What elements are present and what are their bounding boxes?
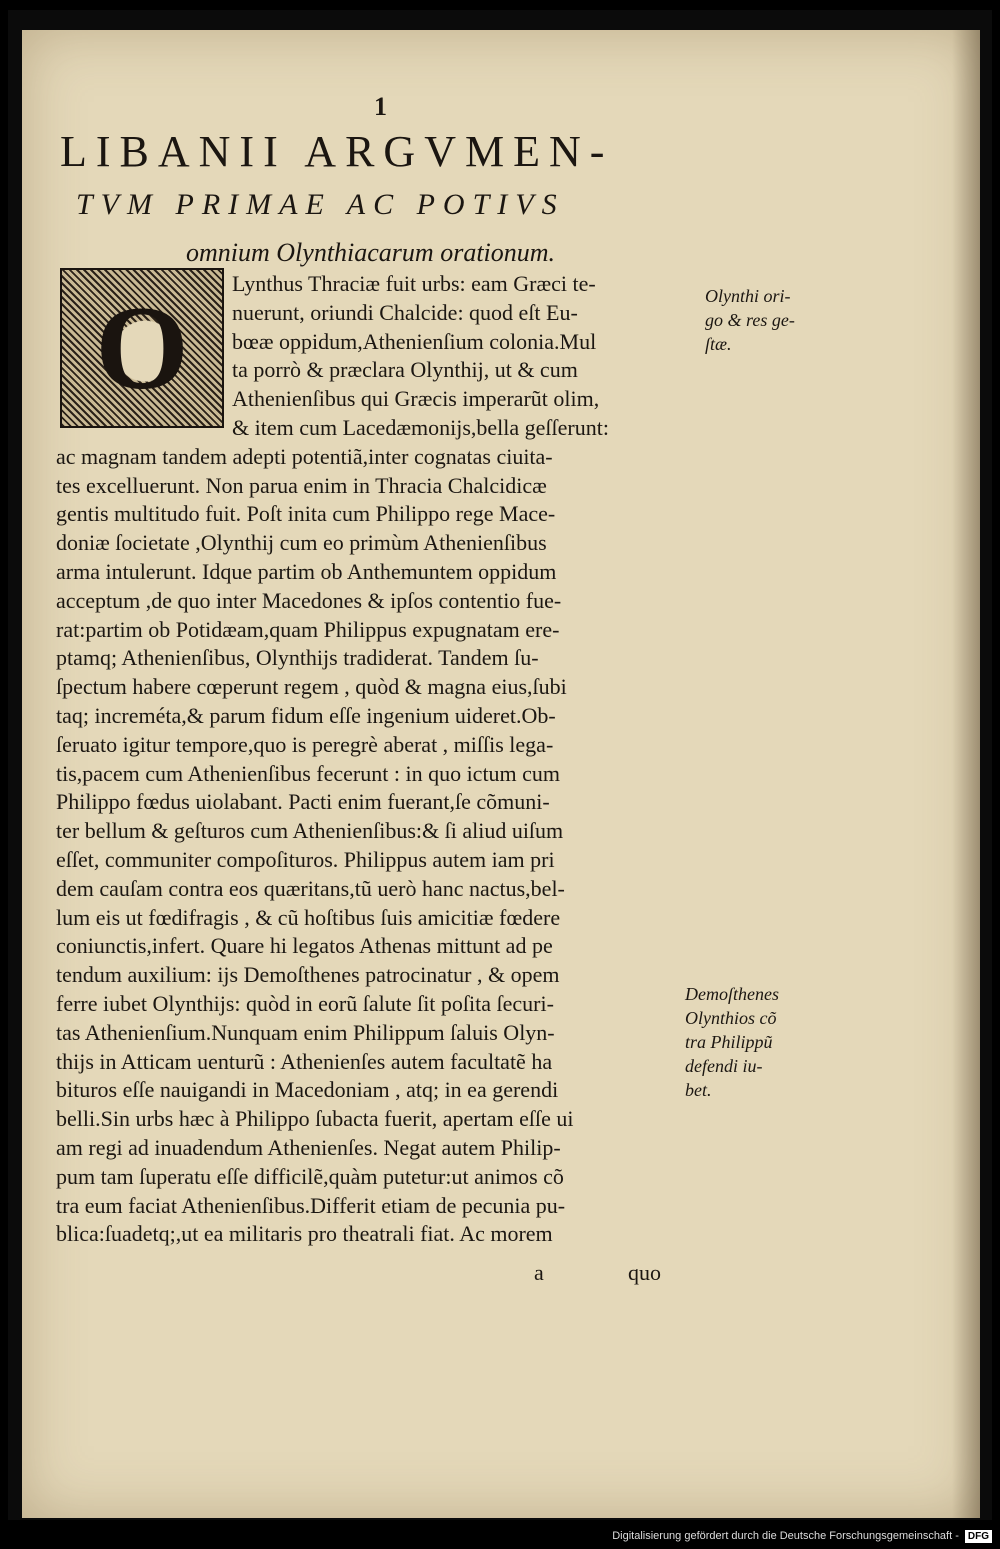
body-line: tis,pacem cum Athenienſibus fecerunt : in quo ictum cum: [56, 760, 561, 786]
body-line: ta porrò & præclara Olynthij, ut & cum: [232, 357, 578, 383]
body-line: thijs in Atticam uenturũ : Athenienſes autem facultatẽ ha: [56, 1048, 553, 1074]
page-number: 1: [374, 92, 387, 121]
catchword: quo: [628, 1260, 661, 1285]
body-line: Lynthus Thraciæ fuit urbs: eam Græci te-: [232, 271, 596, 296]
body-line: nuerunt, oriundi Chalcide: quod eſt Eu-: [232, 299, 578, 325]
body-line: tas Athenienſium.Nunquam enim Philippum ſaluis Olyn-: [56, 1019, 555, 1045]
body-line: acceptum ,de quo inter Macedones & ipſos contentio fue-: [56, 587, 562, 613]
body-line: bœæ oppidum,Athenienſium colonia.Mul: [232, 328, 597, 354]
body-line: ac magnam tandem adepti potentiã,inter cognatas ciuita-: [56, 443, 553, 469]
margin-note-line: go & res ge-: [705, 310, 795, 330]
body-line: arma intulerunt. Idque partim ob Anthemuntem oppidum: [56, 558, 557, 584]
body-line: lum eis ut fœdifragis , & cũ hoſtibus ſuis amicitiæ fœdere: [56, 904, 561, 930]
body-line: Philippo fœdus uiolabant. Pacti enim fuerant,ſe cõmuni-: [56, 789, 550, 815]
body-line: ſpectum habere cœperunt regem , quòd & magna eius,ſubi: [56, 674, 567, 700]
margin-note-line: bet.: [685, 1080, 712, 1100]
body-line: doniæ ſocietate ,Olynthij cum eo primùm Athenienſibus: [56, 530, 547, 556]
margin-note-line: tra Philippũ: [685, 1032, 773, 1052]
body-line: coniunctis,infert. Quare hi legatos Athenas mittunt ad pe: [56, 933, 553, 959]
body-line: ſeruato igitur tempore,quo is peregrè aberat , miſſis lega-: [56, 731, 554, 757]
margin-note-line: Olynthios cõ: [685, 1008, 777, 1028]
body-line: tes excelluerunt. Non parua enim in Thracia Chalcidicæ: [56, 472, 547, 498]
body-line: bituros eſſe nauigandi in Macedoniam , atq; in ea gerendi: [56, 1077, 559, 1103]
margin-note-line: ſtæ.: [705, 334, 732, 354]
margin-note-line: Olynthi ori-: [705, 286, 791, 306]
body-line: ptamq; Athenienſibus, Olynthijs tradiderat. Tandem ſu-: [56, 645, 539, 671]
footer-credit: Digitalisierung gefördert durch die Deutsche Forschungsgemeinschaft -: [612, 1530, 959, 1542]
body-line: am regi ad inuadendum Athenienſes. Negat autem Philip-: [56, 1134, 561, 1160]
title-line-1: LIBANII ARGVMEN-: [60, 127, 614, 176]
body-line: ferre iubet Olynthijs: quòd in eorũ ſalute ſit poſita ſecuri-: [56, 990, 554, 1016]
dfg-logo: DFG: [965, 1530, 992, 1543]
body-text: [56, 270, 696, 1249]
body-line: taq; increméta,& parum fidum eſſe ingenium uideret.Ob-: [56, 702, 556, 728]
margin-note-line: defendi iu-: [685, 1056, 763, 1076]
footer-bar: [0, 1526, 1000, 1546]
margin-note-olynthi: [705, 284, 795, 356]
margin-note-demosthenes: [685, 982, 779, 1102]
body-line: & item cum Lacedæmonijs,bella geſſerunt:: [232, 414, 609, 440]
margin-note-line: Demoſthenes: [685, 984, 779, 1004]
signature-mark: a: [534, 1260, 544, 1285]
body-line: Athenienſibus qui Græcis imperarũt olim,: [232, 386, 600, 412]
title-line-3: omnium Olynthiacarum orationum.: [186, 238, 556, 267]
body-line: tendum auxilium: ijs Demoſthenes patrocinatur , & opem: [56, 962, 560, 988]
body-line: gentis multitudo fuit. Poſt inita cum Philippo rege Mace-: [56, 501, 556, 527]
body-line: tra eum faciat Athenienſibus.Differit etiam de pecunia pu-: [56, 1192, 566, 1218]
body-line: pum tam ſuperatu eſſe difficilẽ,quàm putetur:ut animos cõ: [56, 1163, 564, 1189]
body-line: dem cauſam contra eos quæritans,tũ uerò hanc nactus,bel-: [56, 875, 565, 901]
body-line: rat:partim ob Potidæam,quam Philippus expugnatam ere-: [56, 616, 560, 642]
body-line: ter bellum & geſturos cum Athenienſibus:& ſi aliud uiſum: [56, 818, 564, 844]
body-line: blica:ſuadetq;,ut ea militaris pro theatrali fiat. Ac morem: [56, 1221, 553, 1247]
initial-letter: O: [95, 281, 189, 414]
title-line-2: TVM PRIMAE AC POTIVS: [76, 188, 565, 221]
page-edge-shadow: [952, 30, 980, 1518]
body-line: belli.Sin urbs hæc à Philippo ſubacta fuerit, apertam eſſe ui: [56, 1106, 574, 1132]
body-line: eſſet, communiter compoſituros. Philippus autem iam pri: [56, 846, 555, 872]
